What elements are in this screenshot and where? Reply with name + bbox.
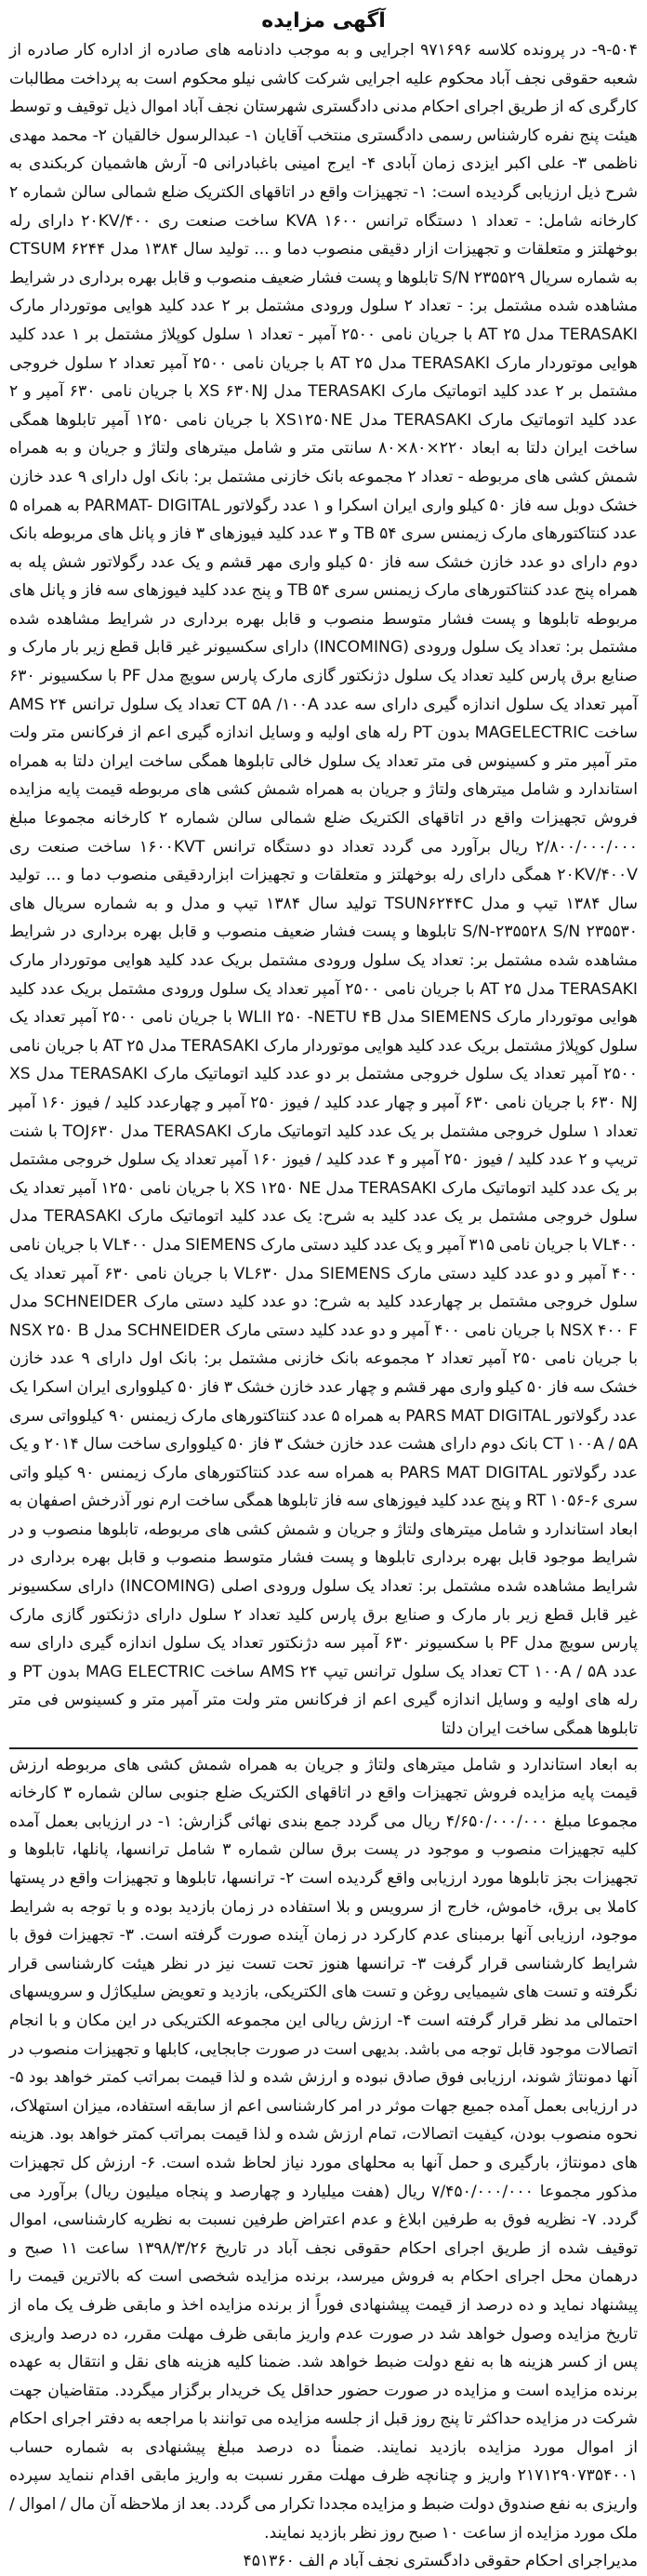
notice-title: آگهی مزایده [261,9,386,33]
notice-paragraph-2: به ابعاد استاندارد و شامل میترهای ولتاژ و جریان به همراه شمش کشی های مربوطه ارزش قیمت پایه مزایده فروش تجهیزات واقع در اتاقهای الکتریک ضلع جنوبی سالن شماره ۳ کارخانه مجموعا مبلغ ۴/۶۵۰/۰۰۰/۰۰۰ ریال می گردد جمع بندی نهائی گزارش: ۱- در ارزیابی بعمل آمده کلیه تجهیزات منصوب و موجود در پست برق سالن شماره ۳ شامل ترانسها، پانلها، تابلوها و تجهیزات بجز تابلوها مورد ارزیابی واقع گردیده است ۲- ترانسها، تابلوها و تجهیزات واقع در پستها کاملا بی برق، خاموش، خارج از سرویس و بلا استفاده در زمان بازدید بوده و با توجه به شرایط موجود، ارزیابی آنها برمبنای عدم کارکرد در زمان آینده صورت گرفته است. ۳- تجهیزات فوق با شرایط کارشناسی قرار گرفت ۳- ترانسها هنوز تحت تست نیز در نظر هیئت کارشناسی قرار نگرفته و تست های شیمیایی روغن و تست های الکتریکی، بازدید و تعویض سلیکاژل و سرویسهای احتمالی مد نظر قرار گرفته است ۴- ارزش ریالی این مجموعه الکتریکی در این مکان و با انجام اتصالات موجود قابل توجه می باشد. بدیهی است در صورت جابجایی، کابلها و تجهیزات منصوب در آنها دمونتاژ شوند، ارزیابی فوق صادق نبوده و ارزش شده و لذا قیمت بمراتب کمتر خواهد بود ۵- در ارزیابی بعمل آمده جمیع جهات موثر در امر کارشناسی اعم از سابقه استفاده، میزان استهلاک، نحوه منصوب بودن، کیفیت اتصالات، تمام ارزش شده و لذا قیمت بمراتب کمتر خواهد بود. هزینه های دمونتاژ، بارگیری و حمل آنها به محلهای مورد نیاز لحاظ شده است. ۶- ارزش کل تجهیزات مذکور مجموعا ۷/۴۵۰/۰۰۰/۰۰۰ ریال (هفت میلیارد و چهارصد و پنجاه میلیون ریال) برآورد می گردد. ۷- نظریه فوق به طرفین ابلاغ و عدم اعتراض طرفین نسبت به نظریه کارشناسی، اموال توقیف شده از طریق اجرای احکام حقوقی نجف آباد در تاریخ ۱۳۹۸/۳/۲۶ ساعت ۱۱ صبح و درهمان محل اجرای احکام به فروش میرسد، برنده مزایده شخصی است که بالاترین قیمت را پیشنهاد نماید و ده درصد از قیمت پیشنهادی فوراً از برنده مزایده اخذ و مابقی ظرف یک ماه از تاریخ مزایده وصول خواهد شد در صورت عدم واریز مابقی ظرف مهلت مقرر، ده درصد واریزی پس از کسر هزینه ها به نفع دولت ضبط خواهد شد. ضمنا کلیه هزینه های نقل و انتقال به عهده برنده مزایده است و مزایده در صورت حضور حداقل یک خریدار برگزار میگردد. متقاضیان جهت شرکت در مزایده حداکثر تا پنج روز قبل از جلسه مزایده می توانند با مراجعه به دفتر اجرای احکام از اموال مورد مزایده بازدید نمایند. ضمناً ده درصد مبلغ پیشنهادی به شماره حساب ۲۱۷۱۲۹۰۷۳۵۴۰۰۱ واریز و چنانچه ظرف مهلت مقرر نسبت به واریز مابقی اقدام ننماید سپرده واریزی به نفع صندوق دولت ضبط و مزایده مجددا تکرار می گردد. بعد از ملاحظه آن مال / اموال / ملک مورد مزایده از ساعت ۱۰ صبح روز نظر بازدید نمایند. [9,1755,639,2543]
legal-notice [9,9,639,2571]
section-divider [9,1747,638,1749]
notice-paragraph-1: ۹-۵۰۴- در پرونده کلاسه ۹۷۱۶۹۶ اجرایی و به موجب دادنامه های صادره از اداره کار صادره از شعبه حقوقی نجف آباد محکوم علیه اجرایی شرکت کاشی نیلو محکوم است به پرداخت مطالبات کارگری که از طریق اجرای احکام مدنی دادگستری شهرستان نجف آباد اموال ذیل توقیف و توسط هیئت پنج نفره کارشناس رسمی دادگستری منتخب آقایان ۱- عبدالرسول خالقیان ۲- محمد مهدی ناظمی ۳- علی اکبر ایزدی زمان آبادی ۴- ایرج امینی باغبادرانی ۵- آرش هاشمیان کربکندی به شرح ذیل ارزیابی گردیده است: ۱- تجهیزات واقع در اتاقهای الکتریک ضلع شمالی سالن شماره ۲ کارخانه شامل: - تعداد ۱ دستگاه ترانس ۱۶۰۰ KVA ساخت صنعت ری ۲۰KV/۴۰۰ دارای رله بوخهلتز و متعلقات و تجهیزات ازار دقیقی منصوب دما و ... تولید سال ۱۳۸۴ مدل CTSUM ۶۲۴۴ به شماره سریال S/N ۲۳۵۵۲۹ تابلوها و پست فشار ضعیف منصوب و قابل بهره برداری در شرایط مشاهده شده مشتمل بر: - تعداد ۲ سلول ورودی مشتمل بر ۲ عدد کلید هوایی موتوردار مارک TERASAKI مدل AT ۲۵ با جریان نامی ۲۵۰۰ آمپر - تعداد ۱ سلول کوپلاژ مشتمل بر ۱ عدد کلید هوایی موتوردار مارک TERASAKI مدل AT ۲۵ با جریان نامی ۲۵۰۰ آمپر تعداد ۲ سلول خروجی مشتمل بر ۲ عدد کلید اتوماتیک مارک TERASAKI مدل XS ۶۳۰NJ با جریان نامی ۶۳۰ آمپر و ۲ عدد کلید اتوماتیک مارک TERASAKI مدل XS۱۲۵۰NE با جریان نامی ۱۲۵۰ آمپر تابلوها همگی ساخت ایران دلتا به ابعاد ۲۲۰×۸۰×۸۰ سانتی متر و شامل میترهای ولتاژ و جریان و به همراه شمش کشی های مربوطه - تعداد ۲ مجموعه بانک خازنی مشتمل بر: بانک اول دارای ۹ عدد خازن خشک دوبل سه فاز ۵۰ کیلو واری ایران اسکرا و ۱ عدد رگولاتور PARMAT- DIGITAL به همراه ۵ عدد کنتاکتورهای مارک زیمنس سری TB ۵۴ و ۳ عدد کلید فیوزهای ۳ فاز و پانل های مربوطه بانک دوم دارای دو عدد خازن خشک سه فاز ۵۰ کیلو واری مهر قشم و یک عدد رگولاتور شش پله به همراه پنج عدد کنتاکتورهای مارک زیمنس سری TB ۵۴ و پنج عدد کلید فیوزهای سه فاز و پانل های مربوطه تابلوها و پست فشار متوسط منصوب و قابل بهره برداری در شرایط مشاهده شده مشتمل بر: تعداد یک سلول ورودی (INCOMING) دارای سکسیونر غیر قابل قطع زیر بار مارک و صنایع برق پارس کلید تعداد یک سلول دژنکتور گازی مارک پارس سویچ مدل PF با سکسیونر ۶۳۰ آمپر تعداد یک سلول اندازه گیری دارای سه عدد CT ۵A /۱۰۰A تعداد یک سلول ترانس AMS ۲۴ ساخت MAGELECTRIC بدون PT رله های اولیه و وسایل اندازه گیری اعم از فرکانس متر ولت متر آمپر متر و کسینوس فی متر تعداد یک سلول خالی تابلوها همگی ساخت ایران دلتا به همراه استاندارد و شامل میترهای ولتاژ و جریان به همراه شمش کشی های مربوطه قیمت پایه مزایده فروش تجهیزات واقع در اتاقهای الکتریک ضلع شمالی سالن شماره ۲ کارخانه مجموعا مبلغ ۲/۸۰۰/۰۰۰/۰۰۰ ریال برآورد می گردد تعداد دو دستگاه ترانس ۱۶۰۰KVT ساخت صنعت ری ۲۰KV/۴۰۰V همگی دارای رله بوخهلتز و متعلقات و تجهیزات ابزاردقیقی منصوب دما و ... تولید سال ۱۳۸۴ تیپ و مدل TSUN۶۲۴۴C تولید سال ۱۳۸۴ تیپ و مدل و به شماره سریال های S/N-۲۳۵۵۲۸ S/N ۲۳۵۵۳۰ تابلوها و پست فشار ضعیف منصوب و قابل بهره برداری در شرایط مشاهده شده مشتمل بر: تعداد یک سلول ورودی مشتمل بریک عدد کلید هوایی موتوردار مارک TERASAKI مدل AT ۲۵ با جریان نامی ۲۵۰۰ آمپر تعداد یک سلول ورودی مشتمل بریک عدد کلید هوایی موتوردار مارک SIEMENS مدل WLII ۲۵۰ -NETU ۴B با جریان نامی ۲۵۰۰ آمپر تعداد یک سلول کوپلاژ مشتمل بریک عدد کلید هوایی موتوردار مارک TERASAKI مدل AT ۲۵ با جریان نامی ۲۵۰۰ آمپر تعداد یک سلول خروجی مشتمل بر دو عدد کلید اتوماتیک مارک TERASAKI مدل XS ۶۳۰ NJ با جریان نامی ۶۳۰ آمپر و چهار عدد کلید / فیوز ۲۵۰ آمپر و چهارعدد کلید / فیوز ۱۶۰ آمپر تعداد ۱ سلول خروجی مشتمل بر یک عدد کلید اتوماتیک مارک TERASAKI مدل TOJ۶۳۰ با شنت تریپ و ۲ عدد کلید / فیوز ۲۵۰ آمپر و ۴ عدد کلید / فیوز ۱۶۰ آمپر تعداد یک سلول خروجی مشتمل بر یک عدد کلید اتوماتیک مارک TERASAKI مدل XS ۱۲۵۰ NE با جریان نامی ۱۲۵۰ آمپر تعداد یک سلول خروجی مشتمل بر یک عدد کلید به شرح: یک عدد کلید اتوماتیک مارک TERASAKI مدل VL۴۰۰ با جریان نامی ۳۱۵ آمپر و یک عدد کلید دستی مارک SIEMENS مدل VL۴۰۰ با جریان نامی ۴۰۰ آمپر و دو عدد کلید دستی مارک SIEMENS مدل VL۶۳۰ با جریان نامی ۶۳۰ آمپر تعداد یک سلول خروجی مشتمل بر چهارعدد کلید به شرح: دو عدد کلید دستی مارک SCHNEIDER مدل NSX ۴۰۰ F با جریان نامی ۴۰۰ آمپر و دو عدد کلید دستی مارک SCHNEIDER مدل NSX ۲۵۰ B با جریان نامی ۲۵۰ آمپر تعداد ۲ مجموعه بانک خازنی مشتمل بر: بانک اول دارای ۹ عدد خازن خشک سه فاز ۵۰ کیلو واری مهر قشم و چهار عدد خازن خشک ۳ فاز ۵۰ کیلوواری ایران اسکرا یک عدد رگولاتور PARS MAT DIGITAL به همراه ۵ عدد کنتاکتورهای مارک زیمنس ۹۰ کیلوواتی سری CT ۱۰۰A / ۵A بانک دوم دارای هشت عدد خازن خشک ۳ فاز ۵۰ کیلوواری ساخت سال ۲۰۱۴ و یک عدد رگولاتور PARS MAT DIGITAL به همراه سه عدد کنتاکتورهای مارک زیمنس ۹۰ کیلو واتی سری RT ۱۰۵۶-۶ و پنج عدد کلید فیوزهای سه فاز تابلوها همگی ساخت ارم نور آذرخش اصفهان به ابعاد استاندارد و شامل میترهای ولتاژ و جریان و شمش کشی های مربوطه، تابلوها منصوب و در شرایط موجود قابل بهره برداری تابلوها و پست فشار متوسط منصوب و قابل بهره برداری در شرایط مشاهده شده مشتمل بر: تعداد یک سلول ورودی اصلی (INCOMING) دارای سکسیونر غیر قابل قطع زیر بار مارک و صنایع برق پارس کلید تعداد ۲ سلول دارای دژنکتور گازی مارک پارس سویچ مدل PF با سکسیونر ۶۳۰ آمپر سه دژنکتور تعداد یک سلول اندازه گیری دارای سه عدد CT ۱۰۰A / ۵A تعداد یک سلول ترانس تیپ AMS ۲۴ ساخت MAG ELECTRIC بدون PT و رله های اولیه و وسایل اندازه گیری اعم از فرکانس متر ولت متر آمپر متر و کسینوس فی متر تابلوها همگی ساخت ایران دلتا [9,41,639,1739]
notice-footer: مدیراجرای احکام حقوقی دادگستری نجف آباد م الف ۴۵۱۳۶۰ [243,2552,638,2571]
